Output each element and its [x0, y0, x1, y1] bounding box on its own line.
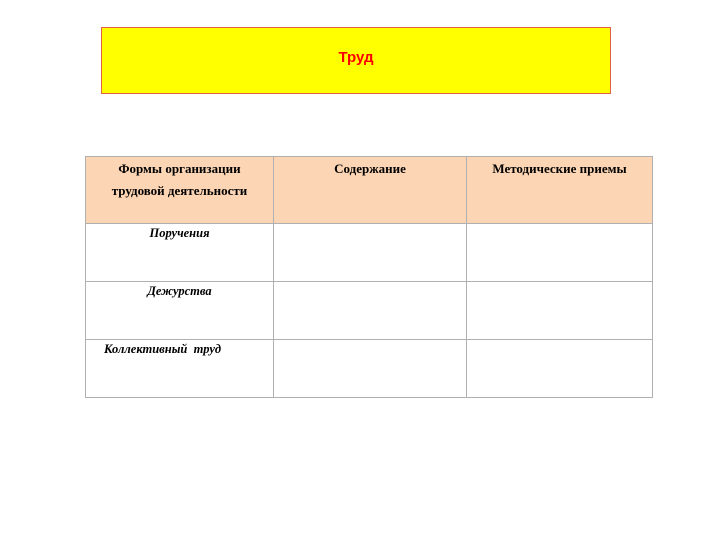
header-content: [274, 157, 467, 224]
row-form-label: Дежурства: [147, 284, 212, 298]
row-form-label: Коллективный труд: [104, 342, 222, 356]
title-banner: [101, 27, 611, 94]
cell-content: [274, 224, 467, 282]
page-title: Труд: [338, 49, 374, 66]
table-row: [86, 224, 653, 282]
header-forms: [86, 157, 274, 224]
cell-content: [274, 340, 467, 398]
header-content-label: Содержание: [334, 161, 406, 176]
row-form-label: Поручения: [149, 226, 210, 240]
cell-methods: [467, 224, 653, 282]
cell-form: [86, 340, 274, 398]
cell-methods: [467, 282, 653, 340]
header-methods-label: Методические приемы: [492, 161, 627, 176]
cell-form: [86, 224, 274, 282]
cell-form: [86, 282, 274, 340]
cell-content: [274, 282, 467, 340]
header-methods: [467, 157, 653, 224]
cell-methods: [467, 340, 653, 398]
header-forms-label: Формы организации трудовой деятельности: [111, 161, 248, 198]
labor-forms-table: [85, 156, 653, 398]
table-row: [86, 282, 653, 340]
table-row: [86, 340, 653, 398]
table-header-row: [86, 157, 653, 224]
